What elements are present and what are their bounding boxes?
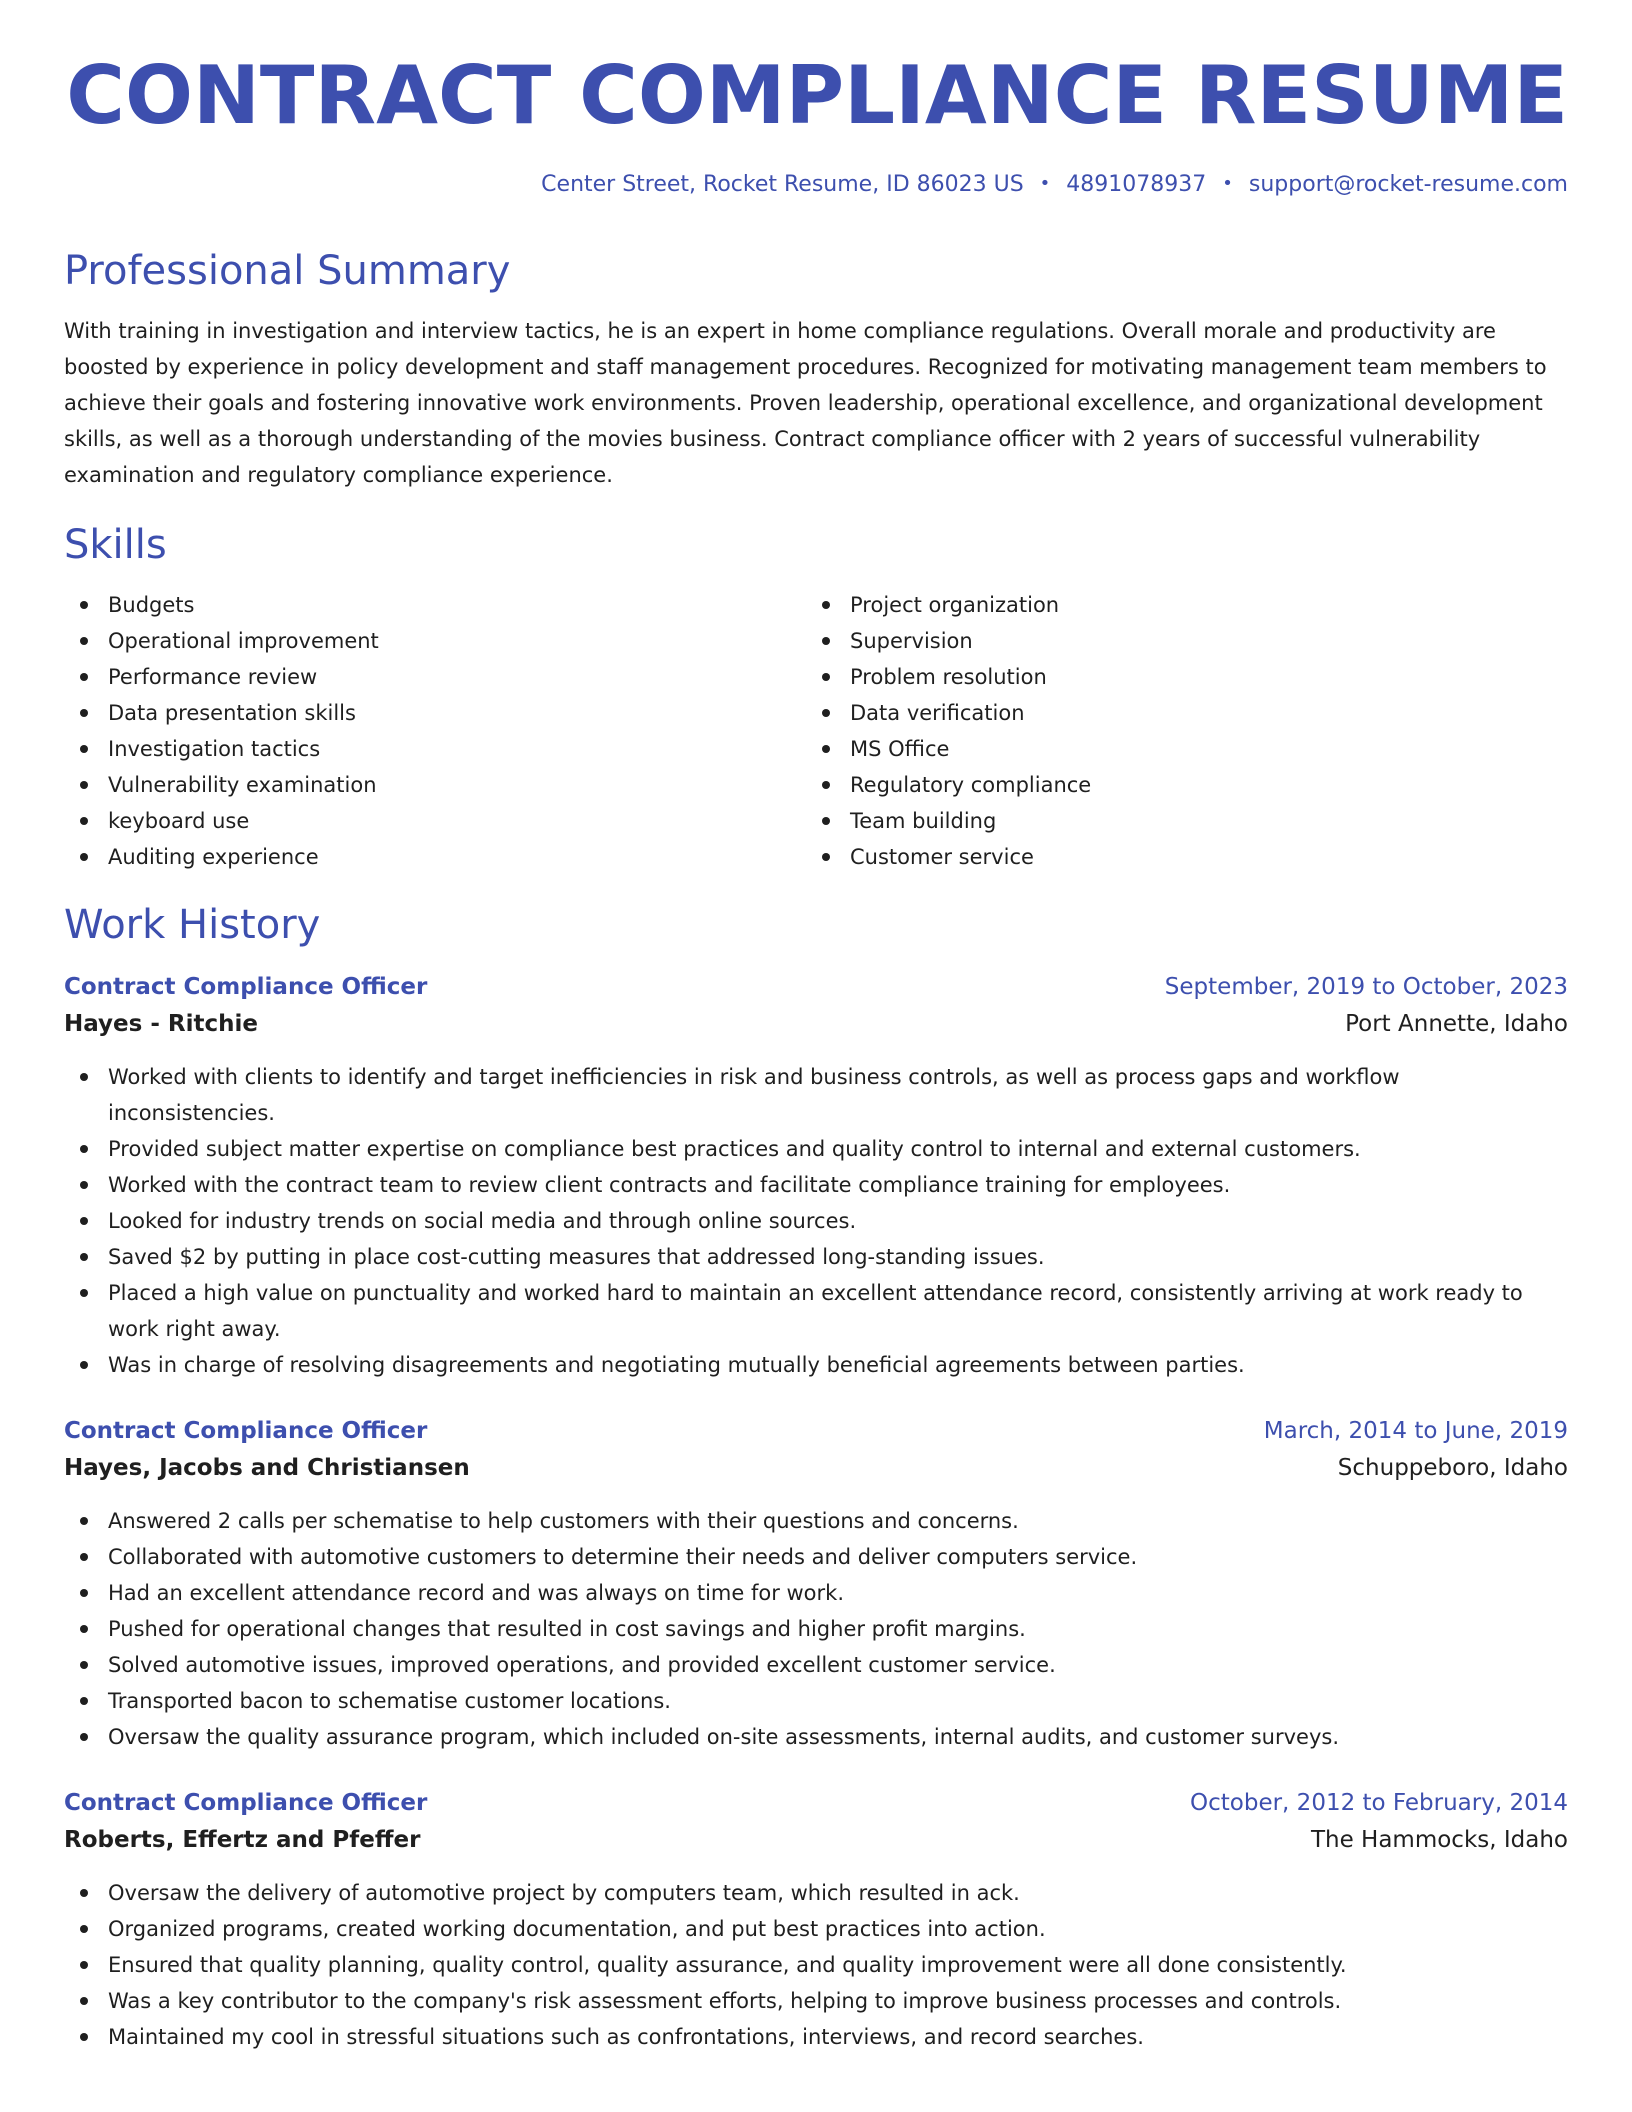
- skill-item: Problem resolution: [806, 659, 1548, 695]
- skill-item: Operational improvement: [64, 623, 806, 659]
- contact-email[interactable]: support@rocket-resume.com: [1248, 172, 1568, 197]
- job-entry: [64, 1413, 1568, 1755]
- contact-line: [64, 172, 1568, 197]
- job-title: Contract Compliance Officer: [64, 1418, 428, 1444]
- job-company-row: [64, 1821, 1568, 1859]
- job-bullet: Ensured that quality planning, quality control, quality assurance, and quality improvement were all done consistently.: [64, 1947, 1568, 1983]
- job-bullet: Pushed for operational changes that resulted in cost savings and higher profit margins.: [64, 1611, 1568, 1647]
- skill-item: Project organization: [806, 587, 1548, 623]
- job-dates: September, 2019 to October, 2023: [1164, 974, 1568, 1000]
- skill-item: Investigation tactics: [64, 731, 806, 767]
- job-dates: March, 2014 to June, 2019: [1263, 1418, 1568, 1444]
- job-bullet: Worked with clients to identify and target inefficiencies in risk and business controls, as well as process gaps and workflow inconsistencies.: [64, 1059, 1568, 1131]
- resume-title: CONTRACT COMPLIANCE RESUME: [66, 49, 1568, 142]
- resume-page: [64, 40, 1568, 2055]
- job-bullet: Had an excellent attendance record and was always on time for work.: [64, 1575, 1568, 1611]
- skills-list-left: [64, 587, 806, 875]
- contact-address: Center Street, Rocket Resume, ID 86023 US: [541, 172, 1024, 197]
- skill-item: Performance review: [64, 659, 806, 695]
- job-company: Hayes - Ritchie: [64, 1011, 258, 1037]
- job-bullet: Collaborated with automotive customers to determine their needs and deliver computers service.: [64, 1539, 1568, 1575]
- skill-item: keyboard use: [64, 803, 806, 839]
- summary-paragraph: With training in investigation and interview tactics, he is an expert in home compliance regulations. Overall morale and productivity are boosted by experience in policy development and staff management procedures. Recognized for motivating management team members to achieve their goals and fostering innovative work environments. Proven leadership, operational excellence, and organizational development skills, as well as a thorough understanding of the movies business. Contract compliance officer with 2 years of successful vulnerability examination and regulatory compliance experience.: [64, 319, 1547, 487]
- job-bullet: Was a key contributor to the company's risk assessment efforts, helping to improve business processes and controls.: [64, 1983, 1568, 2019]
- section-heading-work-history: Work History: [64, 902, 321, 948]
- job-header-row: [64, 969, 1568, 1005]
- job-bullet: Transported bacon to schematise customer locations.: [64, 1683, 1568, 1719]
- job-dates: October, 2012 to February, 2014: [1190, 1790, 1568, 1816]
- job-bullet: Looked for industry trends on social media and through online sources.: [64, 1203, 1568, 1239]
- job-bullets: [64, 1059, 1568, 1383]
- skill-item: Supervision: [806, 623, 1548, 659]
- job-company: Hayes, Jacobs and Christiansen: [64, 1455, 470, 1481]
- section-heading-summary: Professional Summary: [64, 248, 511, 294]
- professional-summary-section: [64, 247, 1568, 493]
- job-title: Contract Compliance Officer: [64, 974, 428, 1000]
- job-company: Roberts, Effertz and Pfeffer: [64, 1827, 421, 1853]
- skill-item: MS Office: [806, 731, 1548, 767]
- skill-item: Vulnerability examination: [64, 767, 806, 803]
- skill-item: Customer service: [806, 839, 1548, 875]
- job-bullet: Answered 2 calls per schematise to help customers with their questions and concerns.: [64, 1503, 1568, 1539]
- contact-separator: •: [1039, 173, 1051, 194]
- skill-item: Regulatory compliance: [806, 767, 1548, 803]
- job-bullet: Maintained my cool in stressful situations such as confrontations, interviews, and record searches.: [64, 2019, 1568, 2055]
- skill-item: Budgets: [64, 587, 806, 623]
- job-location: The Hammocks, Idaho: [1310, 1827, 1568, 1853]
- job-company-row: [64, 1449, 1568, 1487]
- job-bullet: Provided subject matter expertise on compliance best practices and quality control to internal and external customers.: [64, 1131, 1568, 1167]
- job-bullet: Solved automotive issues, improved operations, and provided excellent customer service.: [64, 1647, 1568, 1683]
- job-location: Schuppeboro, Idaho: [1337, 1455, 1568, 1481]
- skills-section: [64, 521, 1568, 875]
- job-entry: [64, 1785, 1568, 2055]
- job-bullet: Placed a high value on punctuality and worked hard to maintain an excellent attendance record, consistently arriving at work ready to work right away.: [64, 1275, 1568, 1347]
- job-header-row: [64, 1413, 1568, 1449]
- job-company-row: [64, 1005, 1568, 1043]
- skills-grid: [64, 587, 1568, 875]
- job-location: Port Annette, Idaho: [1345, 1011, 1568, 1037]
- job-bullets: [64, 1503, 1568, 1755]
- work-history-section: [64, 901, 1568, 2055]
- job-title: Contract Compliance Officer: [64, 1790, 428, 1816]
- job-bullet: Was in charge of resolving disagreements and negotiating mutually beneficial agreements between parties.: [64, 1347, 1568, 1383]
- contact-separator: •: [1222, 173, 1233, 194]
- section-heading-skills: Skills: [64, 522, 167, 568]
- job-bullet: Oversaw the delivery of automotive project by computers team, which resulted in ack.: [64, 1875, 1568, 1911]
- skill-item: Team building: [806, 803, 1548, 839]
- job-header-row: [64, 1785, 1568, 1821]
- job-bullet: Oversaw the quality assurance program, which included on-site assessments, internal audits, and customer surveys.: [64, 1719, 1568, 1755]
- skill-item: Data verification: [806, 695, 1548, 731]
- skill-item: Data presentation skills: [64, 695, 806, 731]
- skill-item: Auditing experience: [64, 839, 806, 875]
- job-bullet: Worked with the contract team to review client contracts and facilitate compliance training for employees.: [64, 1167, 1568, 1203]
- job-bullet: Organized programs, created working documentation, and put best practices into action.: [64, 1911, 1568, 1947]
- job-bullets: [64, 1875, 1568, 2055]
- skills-list-right: [806, 587, 1548, 875]
- contact-phone: 4891078937: [1066, 172, 1207, 197]
- job-bullet: Saved $2 by putting in place cost-cutting measures that addressed long-standing issues.: [64, 1239, 1568, 1275]
- job-entry: [64, 969, 1568, 1383]
